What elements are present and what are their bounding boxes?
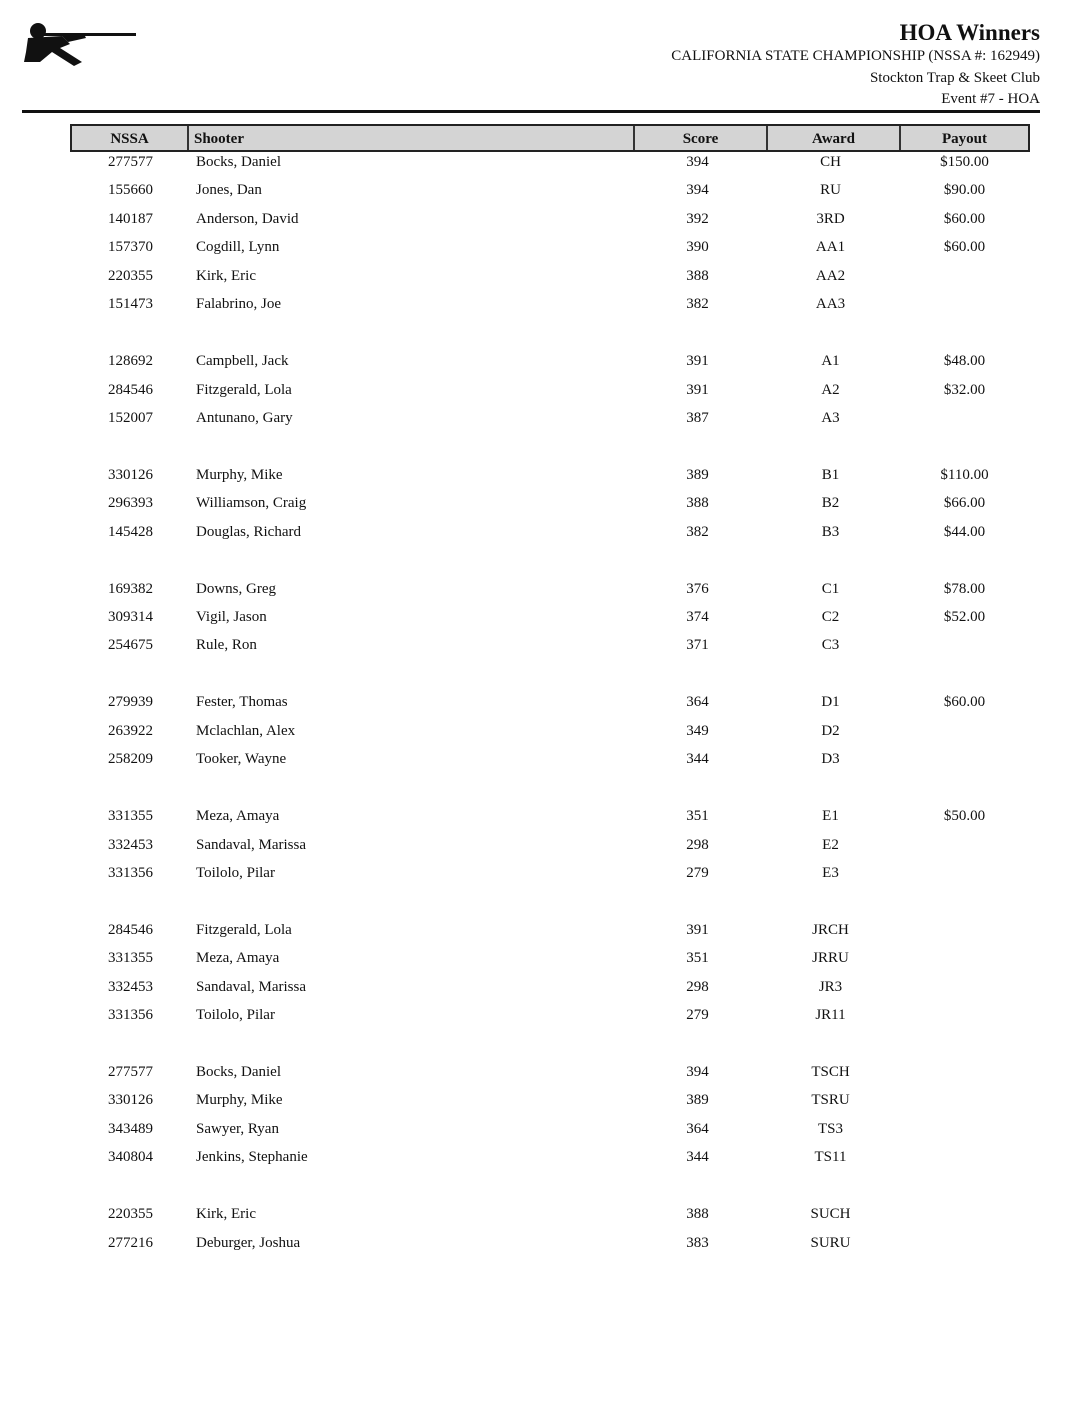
cell-payout: $150.00 (940, 154, 989, 170)
cell-nssa: 331355 (108, 808, 153, 825)
cell-award: A3 (821, 409, 840, 426)
cell-award: A2 (821, 381, 840, 398)
table-row (70, 806, 1030, 834)
cell-award: E1 (822, 808, 839, 825)
cell-shooter: Rule, Ron (196, 637, 257, 654)
table-row (70, 209, 1030, 237)
cell-award: B3 (821, 523, 840, 540)
cell-payout: $32.00 (943, 381, 986, 398)
cell-award: E3 (822, 864, 839, 881)
cell-nssa: 284546 (108, 381, 153, 398)
cell-score: 388 (686, 1206, 709, 1223)
cell-shooter: Fitzgerald, Lola (196, 381, 292, 398)
cell-shooter: Vigil, Jason (196, 609, 267, 625)
cell-shooter: Kirk, Eric (196, 1206, 256, 1223)
cell-score: 298 (686, 978, 709, 995)
cell-nssa: 220355 (108, 267, 153, 284)
cell-payout: $60.00 (943, 210, 986, 227)
cell-shooter: Mclachlan, Alex (196, 722, 296, 739)
cell-score: 389 (686, 1092, 709, 1109)
cell-payout: $110.00 (940, 466, 989, 483)
table-row (70, 835, 1030, 863)
cell-score: 394 (686, 154, 709, 170)
cell-shooter: Falabrino, Joe (196, 296, 281, 313)
cell-payout: $50.00 (943, 808, 986, 825)
cell-payout: $52.00 (943, 609, 986, 625)
cell-score: 371 (686, 637, 709, 654)
cell-award: 3RD (816, 210, 845, 227)
table-row (70, 1204, 1030, 1232)
table-row (70, 920, 1030, 948)
cell-award: C2 (821, 609, 840, 625)
table-row (70, 1005, 1030, 1033)
cell-shooter: Bocks, Daniel (196, 154, 281, 170)
cell-award: B2 (821, 495, 840, 512)
cell-payout: $90.00 (943, 182, 986, 199)
cell-nssa: 140187 (108, 210, 153, 227)
cell-shooter: Antunano, Gary (196, 409, 293, 426)
header-divider (22, 110, 1040, 113)
table-row (70, 1233, 1030, 1261)
cell-award: D3 (821, 751, 840, 768)
cell-payout: $44.00 (943, 523, 986, 540)
event-name: Event #7 - HOA (941, 91, 1040, 107)
cell-award: CH (820, 154, 841, 170)
table-row (70, 977, 1030, 1005)
cell-score: 394 (686, 1064, 709, 1080)
cell-shooter: Jones, Dan (196, 182, 262, 199)
cell-award: B1 (821, 466, 840, 483)
cell-nssa: 331355 (108, 950, 153, 967)
cell-score: 298 (686, 836, 709, 853)
table-row (70, 152, 1030, 180)
cell-score: 382 (686, 296, 709, 313)
table-row (70, 266, 1030, 294)
cell-shooter: Meza, Amaya (196, 950, 280, 967)
cell-nssa: 331356 (108, 1007, 153, 1024)
table-row (70, 692, 1030, 720)
cell-payout: $78.00 (943, 580, 986, 597)
cell-award: D1 (821, 694, 840, 711)
cell-award: JRRU (812, 950, 849, 967)
column-header-award: Award (766, 126, 899, 150)
cell-payout: $60.00 (943, 694, 986, 711)
club-name: Stockton Trap & Skeet Club (869, 70, 1040, 86)
table-row (70, 1119, 1030, 1147)
cell-score: 344 (686, 1149, 709, 1166)
cell-shooter: Sandaval, Marissa (196, 836, 306, 853)
cell-nssa: 332453 (108, 978, 153, 995)
cell-award: TS11 (814, 1149, 847, 1166)
cell-nssa: 258209 (108, 751, 153, 768)
cell-score: 374 (686, 609, 709, 625)
table-row (70, 863, 1030, 891)
cell-shooter: Sawyer, Ryan (196, 1120, 279, 1137)
cell-score: 391 (686, 921, 709, 938)
cell-award: TS3 (817, 1120, 843, 1137)
table-row (70, 493, 1030, 521)
cell-nssa: 279939 (108, 694, 153, 711)
cell-nssa: 330126 (108, 1092, 153, 1109)
table-row (70, 721, 1030, 749)
cell-shooter: Meza, Amaya (196, 808, 280, 825)
column-header-payout: Payout (899, 126, 1028, 150)
cell-score: 279 (686, 864, 709, 881)
cell-shooter: Jenkins, Stephanie (196, 1149, 308, 1166)
cell-score: 349 (686, 722, 709, 739)
cell-nssa: 128692 (108, 353, 153, 370)
table-row (70, 1062, 1030, 1090)
cell-nssa: 263922 (108, 722, 153, 739)
cell-score: 394 (686, 182, 709, 199)
cell-score: 351 (686, 808, 709, 825)
table-row (70, 351, 1030, 379)
cell-nssa: 296393 (108, 495, 153, 512)
cell-score: 364 (686, 694, 709, 711)
cell-award: JR3 (818, 978, 843, 995)
cell-nssa: 157370 (108, 239, 153, 256)
cell-shooter: Douglas, Richard (196, 523, 301, 540)
cell-award: JRCH (812, 921, 849, 938)
table-row (70, 294, 1030, 322)
cell-score: 279 (686, 1007, 709, 1024)
cell-nssa: 340804 (108, 1149, 153, 1166)
cell-shooter: Murphy, Mike (196, 466, 283, 483)
column-header-score: Score (633, 126, 766, 150)
table-row (70, 522, 1030, 550)
results-table-body (70, 152, 1030, 1261)
cell-award: TSRU (811, 1092, 850, 1109)
table-row (70, 380, 1030, 408)
cell-shooter: Kirk, Eric (196, 267, 256, 284)
cell-nssa: 254675 (108, 637, 153, 654)
cell-nssa: 332453 (108, 836, 153, 853)
cell-nssa: 309314 (108, 609, 153, 625)
table-row (70, 749, 1030, 777)
cell-score: 383 (686, 1234, 709, 1251)
cell-score: 364 (686, 1120, 709, 1137)
cell-award: JR11 (815, 1007, 846, 1024)
cell-shooter: Toilolo, Pilar (196, 1007, 275, 1024)
column-header-nssa: NSSA (110, 131, 149, 147)
cell-shooter: Downs, Greg (196, 580, 276, 597)
cell-award: E2 (822, 836, 839, 853)
table-row (70, 180, 1030, 208)
cell-score: 382 (686, 523, 709, 540)
cell-nssa: 277216 (108, 1234, 153, 1251)
cell-nssa: 331356 (108, 864, 153, 881)
cell-nssa: 277577 (108, 1064, 153, 1080)
cell-shooter: Fitzgerald, Lola (196, 921, 292, 938)
table-row (70, 237, 1030, 265)
cell-score: 391 (686, 381, 709, 398)
table-row (70, 607, 1030, 635)
cell-shooter: Bocks, Daniel (196, 1064, 281, 1080)
cell-score: 351 (686, 950, 709, 967)
cell-award: C1 (821, 580, 840, 597)
cell-nssa: 343489 (108, 1120, 153, 1137)
cell-score: 391 (686, 353, 709, 370)
cell-payout: $66.00 (943, 495, 986, 512)
table-row (70, 579, 1030, 607)
cell-award: SURU (810, 1234, 851, 1251)
cell-award: AA2 (815, 267, 846, 284)
table-header (70, 124, 1030, 152)
cell-shooter: Sandaval, Marissa (196, 978, 306, 995)
cell-score: 344 (686, 751, 709, 768)
cell-award: A1 (821, 353, 840, 370)
cell-nssa: 277577 (108, 154, 153, 170)
cell-payout: $48.00 (943, 353, 986, 370)
cell-nssa: 220355 (108, 1206, 153, 1223)
cell-score: 390 (686, 239, 709, 256)
cell-shooter: Deburger, Joshua (196, 1234, 301, 1251)
cell-nssa: 145428 (108, 523, 153, 540)
cell-award: C3 (821, 637, 840, 654)
cell-nssa: 155660 (108, 182, 153, 199)
cell-shooter: Cogdill, Lynn (196, 239, 280, 256)
cell-score: 387 (686, 409, 709, 426)
cell-shooter: Fester, Thomas (196, 694, 288, 711)
championship-name: CALIFORNIA STATE CHAMPIONSHIP (NSSA #: 162949) (671, 48, 1040, 64)
cell-score: 389 (686, 466, 709, 483)
cell-shooter: Williamson, Craig (196, 495, 307, 512)
cell-award: RU (820, 182, 841, 199)
page-title: HOA Winners (899, 20, 1040, 45)
cell-nssa: 152007 (108, 409, 153, 426)
cell-award: SUCH (810, 1206, 851, 1223)
cell-award: AA1 (815, 239, 846, 256)
shooter-icon (22, 22, 140, 68)
column-header-shooter: Shooter (187, 126, 633, 150)
cell-shooter: Anderson, David (196, 210, 299, 227)
cell-award: TSCH (811, 1064, 850, 1080)
cell-award: D2 (821, 722, 840, 739)
cell-nssa: 151473 (108, 296, 153, 313)
table-row (70, 465, 1030, 493)
cell-nssa: 169382 (108, 580, 153, 597)
table-row (70, 635, 1030, 663)
cell-nssa: 330126 (108, 466, 153, 483)
table-row (70, 1090, 1030, 1118)
cell-nssa: 284546 (108, 921, 153, 938)
cell-award: AA3 (815, 296, 846, 313)
cell-score: 392 (686, 210, 709, 227)
cell-shooter: Campbell, Jack (196, 353, 289, 370)
table-row (70, 408, 1030, 436)
cell-score: 388 (686, 267, 709, 284)
cell-shooter: Tooker, Wayne (196, 751, 287, 768)
cell-payout: $60.00 (943, 239, 986, 256)
cell-score: 388 (686, 495, 709, 512)
cell-shooter: Toilolo, Pilar (196, 864, 275, 881)
cell-shooter: Murphy, Mike (196, 1092, 283, 1109)
cell-score: 376 (686, 580, 709, 597)
table-row (70, 948, 1030, 976)
table-row (70, 1147, 1030, 1175)
